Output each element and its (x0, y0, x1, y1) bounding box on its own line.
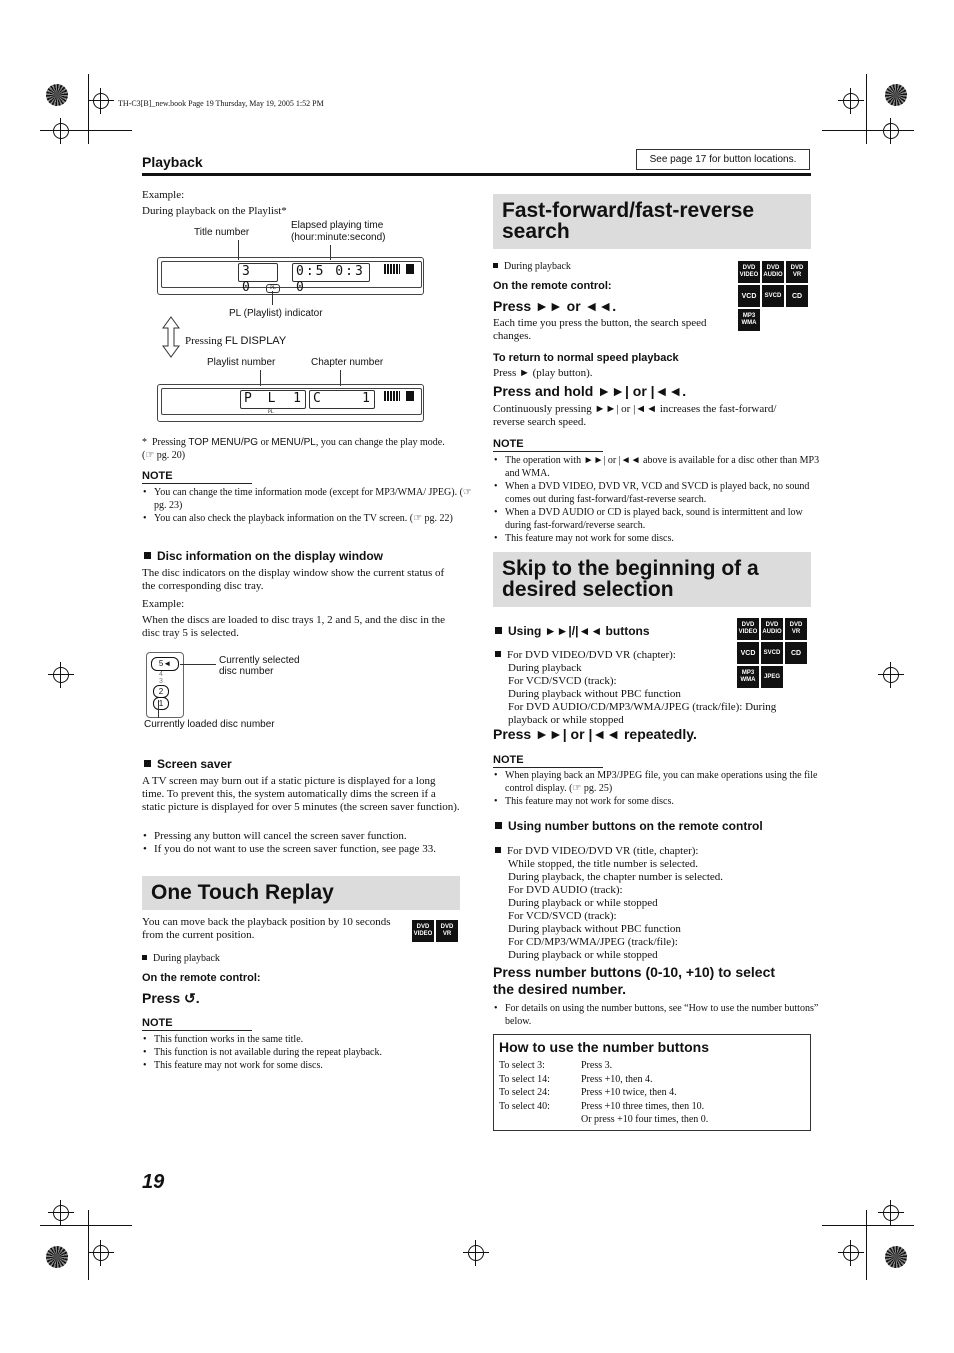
fast-forward-title: Fast-forward/fast-reverse search (493, 194, 811, 249)
lcd-title-number: 3 0 (238, 263, 278, 282)
badge-dvd-audio: DVD AUDIO (761, 618, 783, 640)
header-rule (142, 173, 811, 176)
disc-example-text: When the discs are loaded to disc trays 1, 2 and 5, and the disc in the disc tray 5 is selected. (142, 614, 446, 639)
example-label: Example: (142, 189, 185, 201)
return-heading: To return to normal speed playback (493, 352, 679, 364)
during-playback-left: During playback (142, 952, 220, 965)
color-target-icon (46, 84, 68, 106)
registration-mark-icon (883, 123, 899, 139)
badge-vcd: VCD (737, 642, 759, 664)
using-skip-heading: Using ►►|/|◄◄ buttons (495, 624, 650, 638)
display-window-1 (157, 257, 424, 295)
note-item: • You can also check the playback information on the TV screen. (☞ pg. 22) (154, 512, 472, 525)
registration-mark-icon (843, 1245, 859, 1261)
see-page-text: See page 17 for button locations. (649, 154, 797, 165)
one-touch-replay-title: One Touch Replay (142, 876, 460, 910)
notes-playlist (142, 486, 472, 525)
label-chapter-number: Chapter number (311, 357, 384, 368)
badge-mp3-wma: MP3 WMA (738, 309, 760, 331)
lcd-chapter-box (309, 390, 375, 409)
number-details: For DVD VIDEO/DVD VR (title, chapter): While stopped, the title number is selected. During playback, the chapter number is selected. For DVD AUDIO (track): During playback or while stopped For VCD/SVCD (track): During playback without PBC function For CD/MP3/WMA/JPEG (track/file): During playback or while stopped (495, 845, 810, 962)
table-row: To select 24: Press +10 twice, then 4. (499, 1087, 677, 1098)
registration-mark-icon (53, 667, 69, 683)
note-item: • The operation with ►►| or |◄◄ above is available for a disc other than MP3 and WMA. (505, 454, 823, 480)
tray-4: 4 (159, 671, 163, 678)
label-disc-number: disc number (219, 666, 274, 677)
example-label-2: Example: (142, 598, 185, 610)
tray-3: 3 (159, 678, 163, 685)
during-playlist: During playback on the Playlist* (142, 205, 287, 217)
lcd-elapsed-time: 0:5 0:3 0 (292, 263, 370, 282)
table-row: To select 3: Press 3. (499, 1060, 613, 1071)
skip-title: Skip to the beginning of a desired selection (493, 552, 811, 607)
note-item: • When a DVD VIDEO, DVD VR, VCD and SVCD is played back, no sound comes out during fast-forward/fast-reverse search. (505, 480, 823, 506)
lcd-pl-text: P L (244, 391, 280, 406)
bullet-item: • For details on using the number buttons, see “How to use the number buttons” below. (505, 1002, 823, 1028)
return-text: Press ► (play button). (493, 367, 593, 379)
badge-dvd-audio: DVD AUDIO (762, 261, 784, 283)
tray-2: 2 (153, 685, 169, 698)
badge-dvd-video: DVD VIDEO (737, 618, 759, 640)
skip-details: For DVD VIDEO/DVD VR (chapter): During playback For VCD/SVCD (track): During playback without PBC function For DVD AUDIO/CD/MP3/WMA/JPEG (track/file): During playback or while stopped (495, 649, 810, 727)
howto-table (499, 1059, 708, 1127)
badge-mp3-wma: MP3 WMA (737, 666, 759, 688)
pressing-fl-display: Pressing FL DISPLAY (185, 335, 287, 347)
registration-mark-icon (53, 123, 69, 139)
registration-mark-icon (883, 667, 899, 683)
badge-dvd-vr: DVD VR (436, 920, 458, 942)
press-hold: Press and hold ►►| or |◄◄. (493, 383, 687, 399)
disc-info-text: The disc indicators on the display window show the current status of the corresponding disc tray. (142, 567, 445, 592)
note-item: • This feature may not work for some discs. (154, 1059, 472, 1072)
registration-mark-icon (93, 1245, 109, 1261)
note-item: • You can change the time information mode (except for MP3/WMA/ JPEG). (☞ pg. 23) (154, 486, 472, 512)
on-remote-right: On the remote control: (493, 280, 612, 292)
disc-info-heading: Disc information on the display window (144, 549, 383, 563)
bullet-item: • Pressing any button will cancel the screen saver function. (154, 830, 472, 843)
lcd-pl-number: 1 (293, 391, 305, 406)
lcd-playlist-box (240, 390, 306, 409)
screen-saver-heading: Screen saver (144, 757, 232, 771)
press-ff: Press ►► or ◄◄. (493, 298, 617, 314)
number-bullet (493, 1002, 823, 1028)
color-target-icon (885, 84, 907, 106)
registration-mark-icon (93, 93, 109, 109)
lcd-indicator-icon (406, 264, 414, 274)
lcd-c-number: 1 (362, 391, 374, 406)
pl-indicator-box: PL (266, 284, 280, 293)
bullet-item: • If you do not want to use the screen saver function, see page 33. (154, 843, 472, 856)
replay-icon: ↺ (184, 990, 196, 1006)
press-skip: Press ►►| or |◄◄ repeatedly. (493, 726, 697, 742)
press-replay: Press ↺. (142, 990, 200, 1006)
lcd-indicator-icon (406, 391, 414, 401)
note-heading: NOTE (493, 754, 603, 768)
label-playlist-number: Playlist number (207, 357, 276, 368)
press-hold-desc: Continuously pressing ►►| or |◄◄ increases the fast-forward/ reverse search speed. (493, 403, 777, 428)
lcd-indicator-icon (384, 391, 400, 401)
table-row: To select 40: Press +10 three times, then 10. (499, 1100, 705, 1112)
note-item: • This function works in the same title. (154, 1033, 472, 1046)
badge-jpeg: JPEG (761, 666, 783, 688)
double-arrow-icon (162, 316, 180, 358)
badge-dvd-video: DVD VIDEO (412, 920, 434, 942)
notes-one-touch (142, 1033, 472, 1072)
badge-dvd-vr: DVD VR (786, 261, 808, 283)
note-heading: NOTE (142, 470, 252, 484)
label-currently-loaded: Currently loaded disc number (144, 719, 275, 730)
label-currently-selected: Currently selected (219, 655, 300, 666)
label-title-number: Title number (194, 227, 250, 238)
note-item: • This function is not available during the repeat playback. (154, 1046, 472, 1059)
badge-cd: CD (785, 642, 807, 664)
badge-svcd: SVCD (761, 642, 783, 664)
badge-vcd: VCD (738, 285, 760, 307)
notes-skip (493, 769, 823, 808)
badge-svcd: SVCD (762, 285, 784, 307)
page-number: 19 (142, 1171, 165, 1193)
table-row: Or press +10 four times, then 0. (581, 1114, 709, 1125)
badge-dvd-vr: DVD VR (785, 618, 807, 640)
leader-line (180, 664, 216, 665)
disc-tray-diagram (146, 652, 184, 718)
color-target-icon (885, 1246, 907, 1268)
note-item: • This feature may not work for some discs. (505, 532, 823, 545)
see-page-box (636, 149, 810, 170)
section-label: Playback (142, 154, 203, 170)
notes-ff (493, 454, 823, 545)
press-ff-desc: Each time you press the button, the search speed changes. (493, 317, 707, 342)
print-header: TH-C3[B]_new.book Page 19 Thursday, May 19, 2005 1:52 PM (118, 99, 324, 108)
note-heading: NOTE (493, 438, 603, 452)
number-buttons-heading: Using number buttons on the remote control (495, 819, 763, 833)
screen-saver-text: A TV screen may burn out if a static picture is displayed for a long time. To prevent this, the system automatically dims the screen if a static picture is displayed for over 5 minutes (the screen saver function). (142, 775, 460, 813)
display-window-2 (157, 384, 424, 422)
press-number: Press number buttons (0-10, +10) to select the desired number. (493, 964, 776, 997)
registration-mark-icon (843, 93, 859, 109)
note-heading: NOTE (142, 1017, 252, 1031)
during-playback-right: During playback (493, 260, 571, 273)
footnote: * Pressing TOP MENU/PG or MENU/PL, you can change the play mode. (☞ pg. 20) (142, 437, 445, 461)
registration-mark-icon (468, 1245, 484, 1261)
table-row: To select 14: Press +10, then 4. (499, 1073, 653, 1085)
screen-saver-bullets (142, 830, 472, 856)
label-pl-indicator: PL (Playlist) indicator (229, 308, 323, 319)
tray-1: 1 (153, 697, 169, 710)
howto-box (493, 1034, 811, 1131)
badge-dvd-video: DVD VIDEO (738, 261, 760, 283)
howto-title: How to use the number buttons (499, 1039, 709, 1055)
tray-5-selected: 5◄ (151, 657, 179, 671)
leader-line (158, 700, 159, 718)
registration-mark-icon (53, 1205, 69, 1221)
label-elapsed: Elapsed playing time (291, 220, 384, 231)
pl-small-indicator: PL (268, 410, 274, 415)
on-remote-left: On the remote control: (142, 972, 261, 984)
one-touch-text: You can move back the playback position by 10 seconds from the current position. (142, 916, 391, 941)
note-item: • When a DVD AUDIO or CD is played back, sound is intermittent and low during fast-forward/reverse search. (505, 506, 823, 532)
lcd-indicator-icon (384, 264, 400, 274)
label-elapsed-2: (hour:minute:second) (291, 232, 386, 243)
note-item: • When playing back an MP3/JPEG file, you can make operations using the file control display. (☞ pg. 25) (505, 769, 823, 795)
leader-line (272, 291, 273, 305)
lcd-c-text: C (313, 391, 325, 406)
note-item: • This feature may not work for some discs. (505, 795, 823, 808)
color-target-icon (46, 1246, 68, 1268)
registration-mark-icon (883, 1205, 899, 1221)
badge-cd: CD (786, 285, 808, 307)
